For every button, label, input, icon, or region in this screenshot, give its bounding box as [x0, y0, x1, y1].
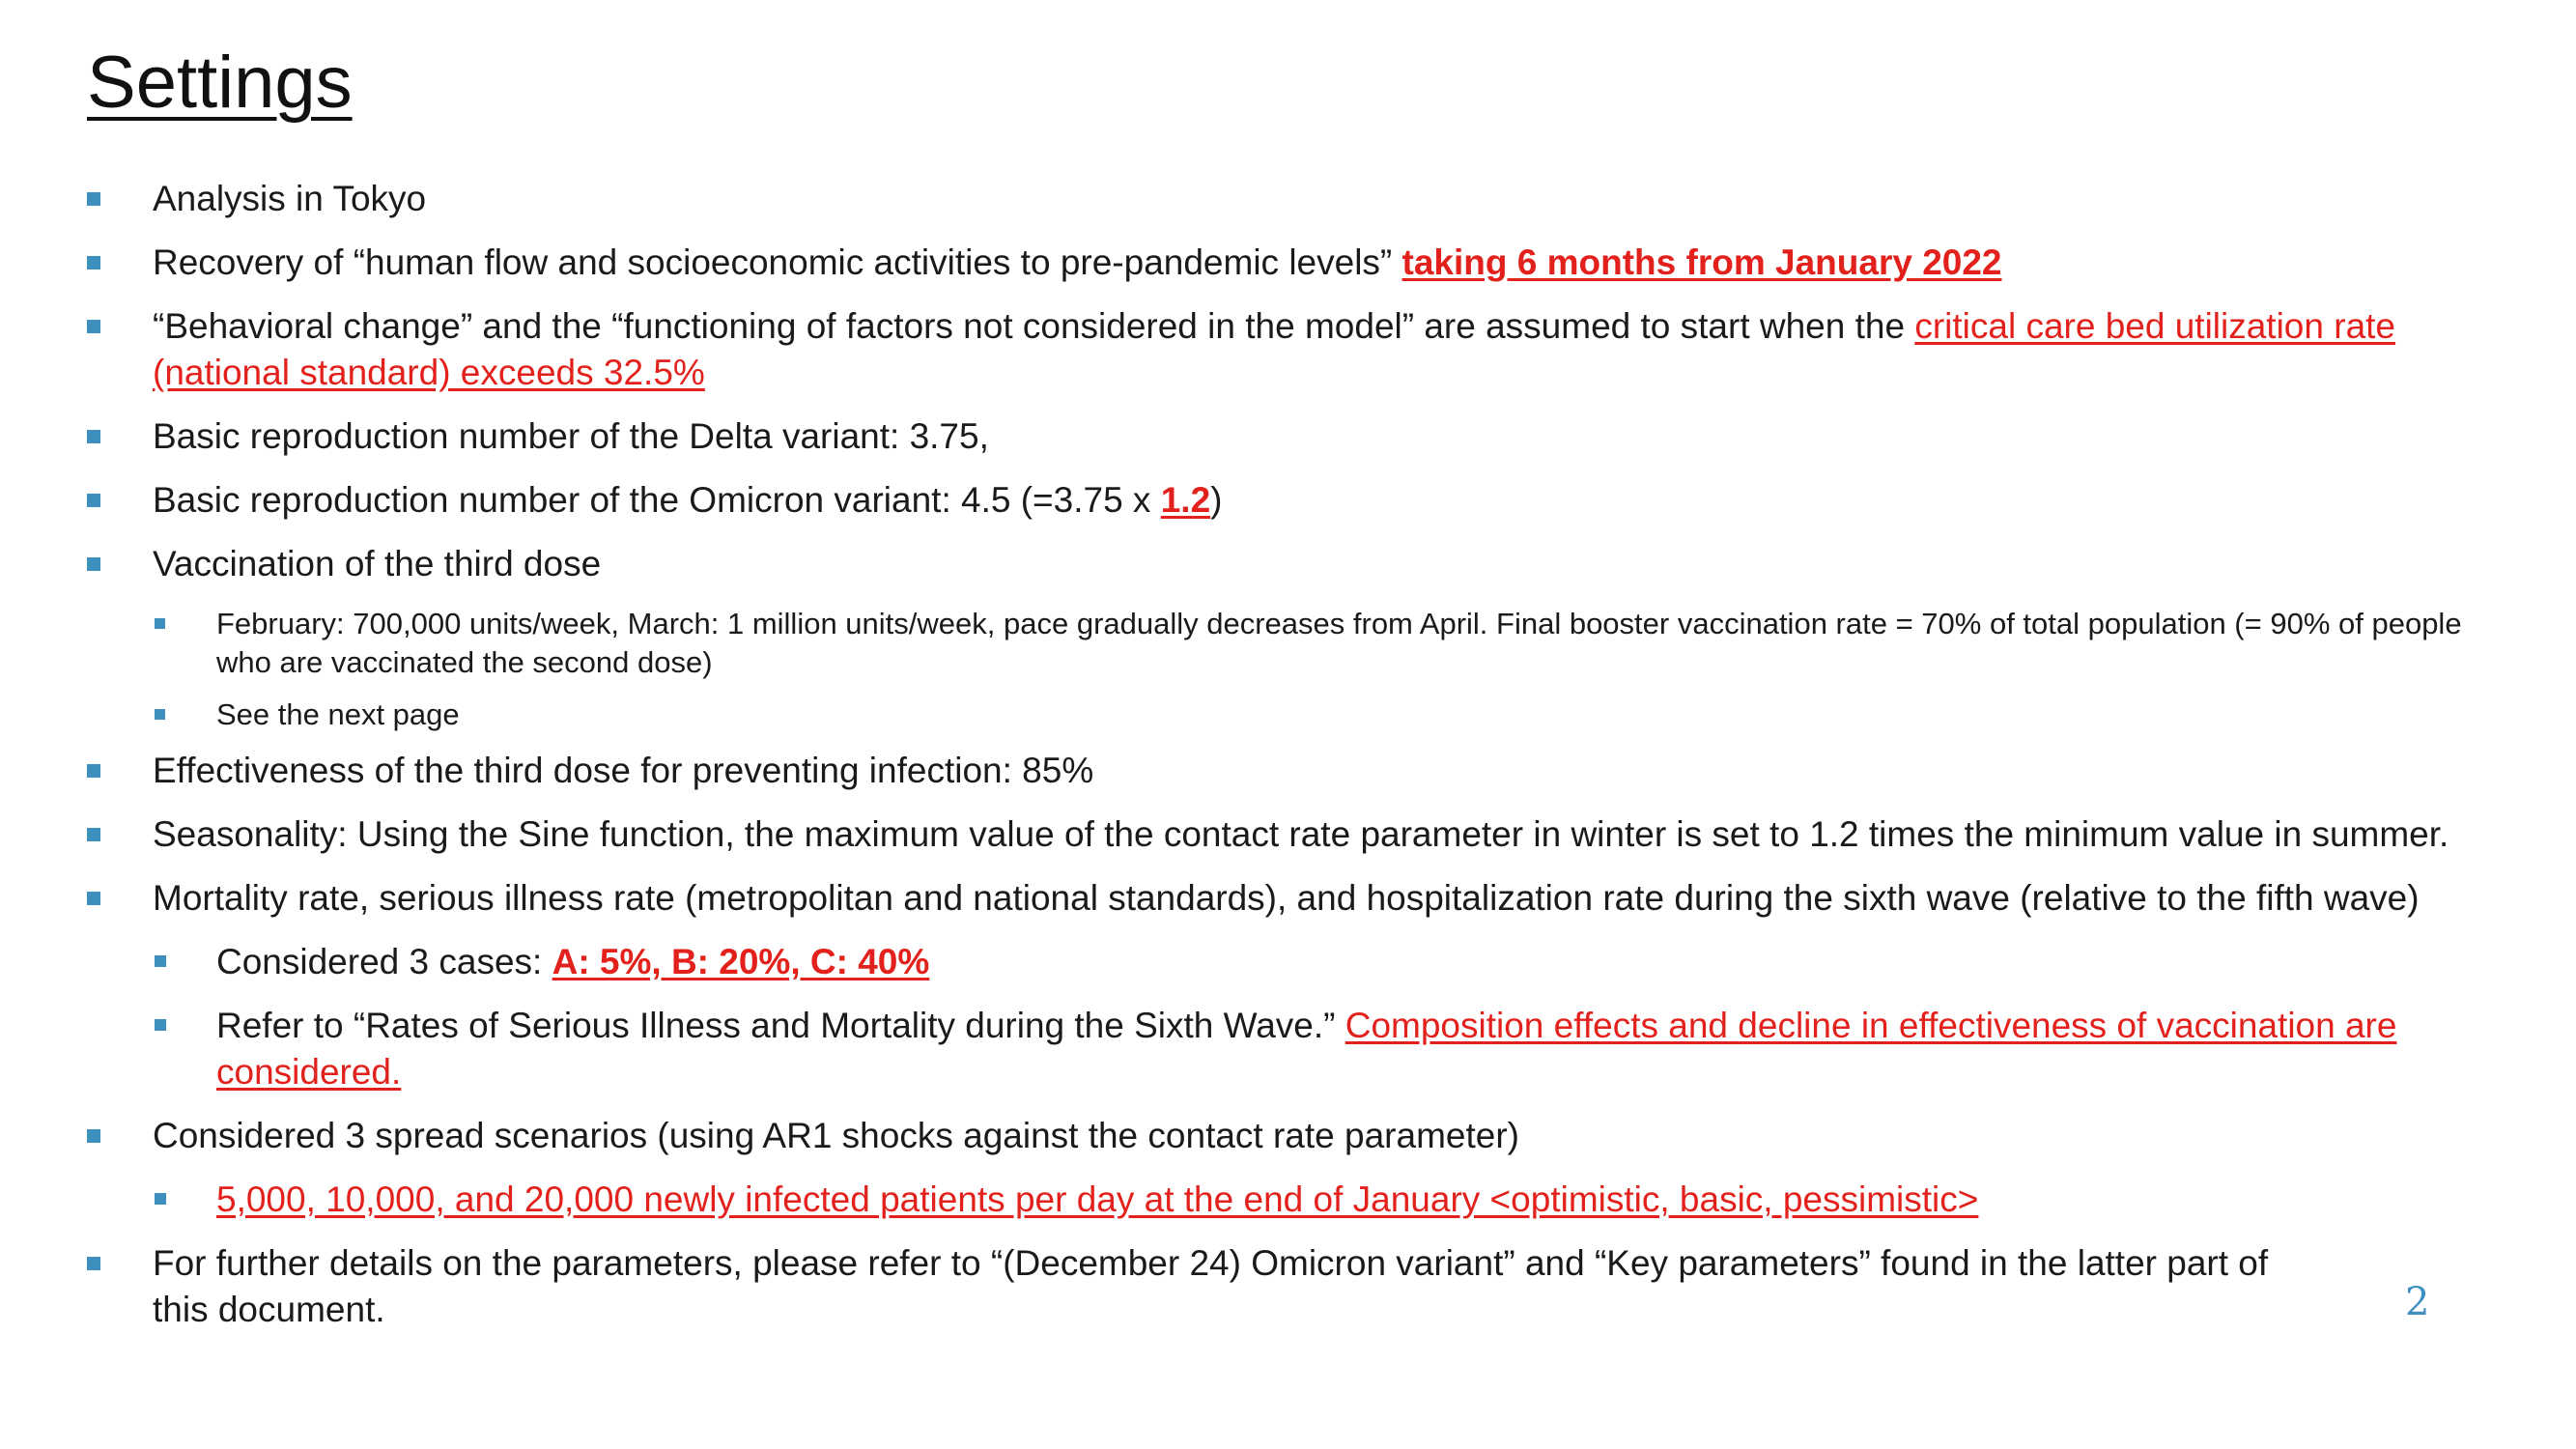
- bullet-text: Recovery of “human flow and socioeconomic activities to pre-pandemic levels”: [153, 242, 1402, 282]
- square-bullet-icon: [87, 828, 100, 841]
- bullet-list: [87, 176, 2560, 1350]
- highlight-text: taking 6 months from January 2022: [1401, 242, 2002, 282]
- bullet-text-suffix: ): [1210, 480, 1223, 520]
- bullet-text: Basic reproduction number of the Omicron variant: 4.5 (=3.75 x: [153, 480, 1161, 520]
- bullet-behavioral-change: [87, 303, 2473, 396]
- bullet-delta-r0: [87, 413, 2560, 460]
- square-bullet-icon: [155, 1193, 166, 1205]
- bullet-seasonality: [87, 811, 2473, 858]
- bullet-text: Vaccination of the third dose: [153, 544, 602, 583]
- page-title: Settings: [87, 42, 353, 124]
- square-bullet-icon: [87, 256, 100, 270]
- sub-bullet-sixth-wave-rates: [153, 1003, 2490, 1095]
- square-bullet-icon: [87, 1257, 100, 1270]
- highlight-text: 1.2: [1160, 480, 1211, 520]
- highlight-text: Composition effects and decline in effectiveness of vaccination are considered.: [216, 1006, 2397, 1092]
- square-bullet-icon: [87, 320, 100, 333]
- highlight-text: 5,000, 10,000, and 20,000 newly infected patients per day at the end of January <optimistic, basic, pessimistic>: [216, 1179, 1979, 1219]
- sub-bullet-next-page: [153, 696, 2560, 734]
- sub-bullet-three-cases: [153, 939, 2560, 985]
- square-bullet-icon: [155, 955, 166, 967]
- square-bullet-icon: [87, 892, 100, 905]
- bullet-text: Mortality rate, serious illness rate (metropolitan and national standards), and hospitalization rate during the sixth wave (relative to the fifth wave): [153, 878, 2420, 918]
- bullet-text: For further details on the parameters, please refer to “(December 24) Omicron variant” and “Key parameters” found in the latter part of this document.: [153, 1243, 2269, 1329]
- sub-bullet-text: February: 700,000 units/week, March: 1 million units/week, pace gradually decreases from April. Final booster vaccination rate = 70% of total population (= 90% of people who are vaccinated the second dose): [216, 607, 2462, 679]
- square-bullet-icon: [87, 430, 100, 443]
- bullet-text: Basic reproduction number of the Delta variant: 3.75,: [153, 416, 989, 456]
- bullet-recovery: [87, 240, 2560, 286]
- square-bullet-icon: [87, 764, 100, 778]
- square-bullet-icon: [87, 192, 100, 206]
- page-number: 2: [2405, 1280, 2430, 1324]
- highlight-text: A: 5%, B: 20%, C: 40%: [552, 942, 930, 981]
- highlight-text: critical care bed utilization rate (national standard) exceeds 32.5%: [153, 306, 2396, 392]
- bullet-omicron-r0: [87, 477, 2560, 524]
- sub-bullet-text: Refer to “Rates of Serious Illness and Mortality during the Sixth Wave.”: [216, 1006, 1345, 1045]
- bullet-third-dose: [87, 541, 2560, 587]
- square-bullet-icon: [155, 709, 165, 720]
- sub-bullet-vaccination-pace: [153, 605, 2490, 682]
- square-bullet-icon: [87, 1129, 100, 1143]
- bullet-text: Analysis in Tokyo: [153, 179, 427, 218]
- bullet-analysis-location: [87, 176, 2560, 222]
- bullet-further-details: [87, 1240, 2289, 1333]
- bullet-text: Effectiveness of the third dose for preventing infection: 85%: [153, 751, 1094, 790]
- square-bullet-icon: [155, 618, 165, 629]
- bullet-spread-scenarios: [87, 1113, 2560, 1159]
- bullet-text: Considered 3 spread scenarios (using AR1 shocks against the contact rate parameter): [153, 1116, 1519, 1155]
- square-bullet-icon: [155, 1019, 166, 1031]
- bullet-mortality-rate: [87, 875, 2560, 922]
- bullet-text: Seasonality: Using the Sine function, the maximum value of the contact rate parameter in winter is set to 1.2 times the minimum value in summer.: [153, 814, 2449, 854]
- square-bullet-icon: [87, 557, 100, 571]
- sub-bullet-infection-scenarios: [153, 1177, 2560, 1223]
- square-bullet-icon: [87, 494, 100, 507]
- sub-bullet-text: See the next page: [216, 697, 460, 731]
- bullet-effectiveness: [87, 748, 2560, 794]
- sub-bullet-text: Considered 3 cases:: [216, 942, 552, 981]
- bullet-text: “Behavioral change” and the “functioning of factors not considered in the model” are assumed to start when the: [153, 306, 1915, 346]
